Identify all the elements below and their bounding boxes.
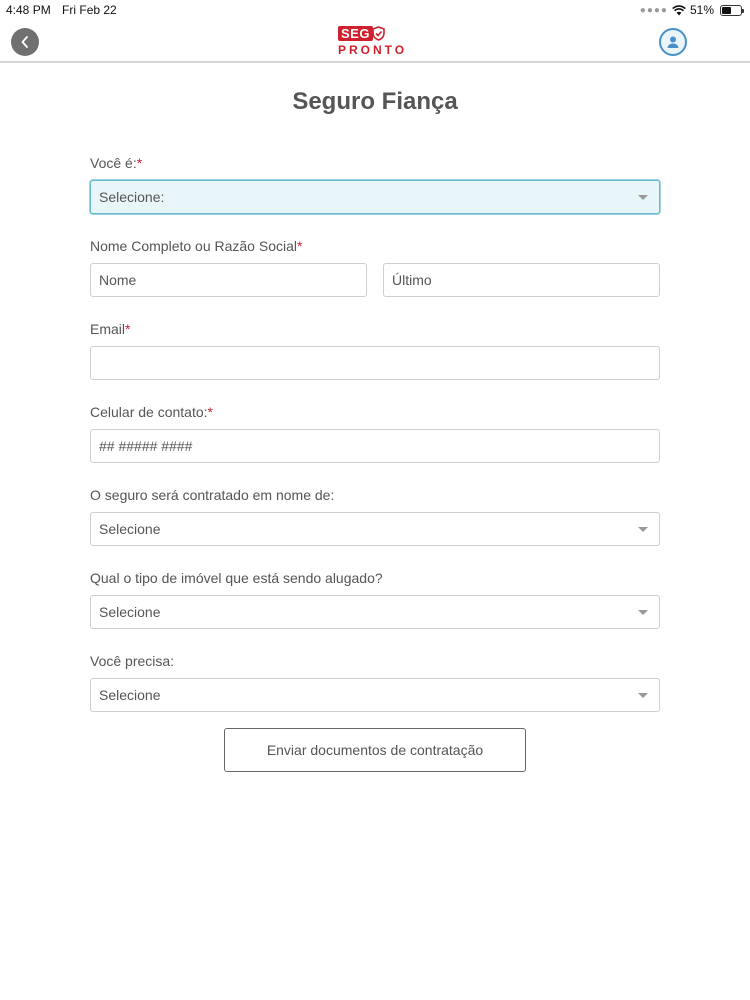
status-time: 4:48 PM bbox=[6, 3, 51, 17]
last-name-placeholder: Último bbox=[392, 272, 432, 288]
submit-documents-button[interactable]: Enviar documentos de contratação bbox=[224, 728, 526, 772]
property-type-select-value: Selecione bbox=[99, 604, 161, 620]
back-button[interactable] bbox=[11, 28, 39, 56]
chevron-down-icon bbox=[638, 693, 648, 698]
phone-field[interactable] bbox=[90, 429, 660, 463]
shield-check-icon bbox=[372, 26, 385, 41]
chevron-down-icon bbox=[638, 195, 648, 200]
email-label-text: Email bbox=[90, 321, 126, 337]
wifi-icon bbox=[672, 5, 686, 16]
required-mark: * bbox=[297, 238, 303, 254]
you-are-label-text: Você é: bbox=[90, 155, 137, 171]
chevron-down-icon bbox=[638, 610, 648, 615]
email-field[interactable] bbox=[90, 346, 660, 380]
first-name-placeholder: Nome bbox=[99, 272, 137, 288]
user-icon bbox=[665, 34, 681, 50]
status-right bbox=[640, 3, 742, 17]
profile-button[interactable] bbox=[659, 28, 687, 56]
contracted-for-select-value: Selecione bbox=[99, 521, 161, 537]
contracted-for-label: O seguro será contratado em nome de: bbox=[90, 487, 335, 503]
email-label bbox=[90, 321, 130, 337]
last-name-input[interactable] bbox=[383, 263, 660, 297]
property-type-label: Qual o tipo de imóvel que está sendo alugado? bbox=[90, 570, 383, 586]
segpronto-logo bbox=[338, 26, 414, 58]
you-need-label: Você precisa: bbox=[90, 653, 175, 669]
chevron-left-icon bbox=[20, 35, 30, 49]
property-type-select[interactable] bbox=[90, 595, 660, 629]
required-mark: * bbox=[136, 155, 143, 171]
chevron-down-icon bbox=[638, 527, 648, 532]
full-name-label bbox=[90, 238, 302, 254]
you-are-label bbox=[90, 155, 142, 171]
page-title: Seguro Fiança bbox=[292, 88, 458, 115]
full-name-label-text: Nome Completo ou Razão Social bbox=[90, 238, 297, 254]
cellular-signal-icon: ●●●● bbox=[639, 4, 668, 16]
contracted-for-select[interactable] bbox=[90, 512, 660, 546]
you-are-select-value: Selecione: bbox=[99, 189, 165, 205]
required-mark: * bbox=[125, 321, 131, 337]
battery-icon bbox=[720, 5, 742, 16]
required-mark: * bbox=[207, 404, 213, 420]
first-name-input[interactable] bbox=[90, 263, 367, 297]
status-bar bbox=[0, 0, 750, 22]
app-header bbox=[0, 22, 750, 63]
you-need-select[interactable] bbox=[90, 678, 660, 712]
you-are-select[interactable] bbox=[90, 180, 660, 214]
logo-pronto-text: PRONTO bbox=[338, 43, 408, 57]
status-left bbox=[6, 3, 125, 17]
status-date: Fri Feb 22 bbox=[62, 3, 117, 17]
phone-placeholder: ## ##### #### bbox=[99, 438, 193, 454]
battery-percent: 51% bbox=[689, 3, 714, 17]
phone-label bbox=[90, 404, 213, 420]
phone-label-text: Celular de contato: bbox=[90, 404, 208, 420]
logo-seg-text: SEG bbox=[338, 26, 373, 41]
you-need-select-value: Selecione bbox=[99, 687, 161, 703]
